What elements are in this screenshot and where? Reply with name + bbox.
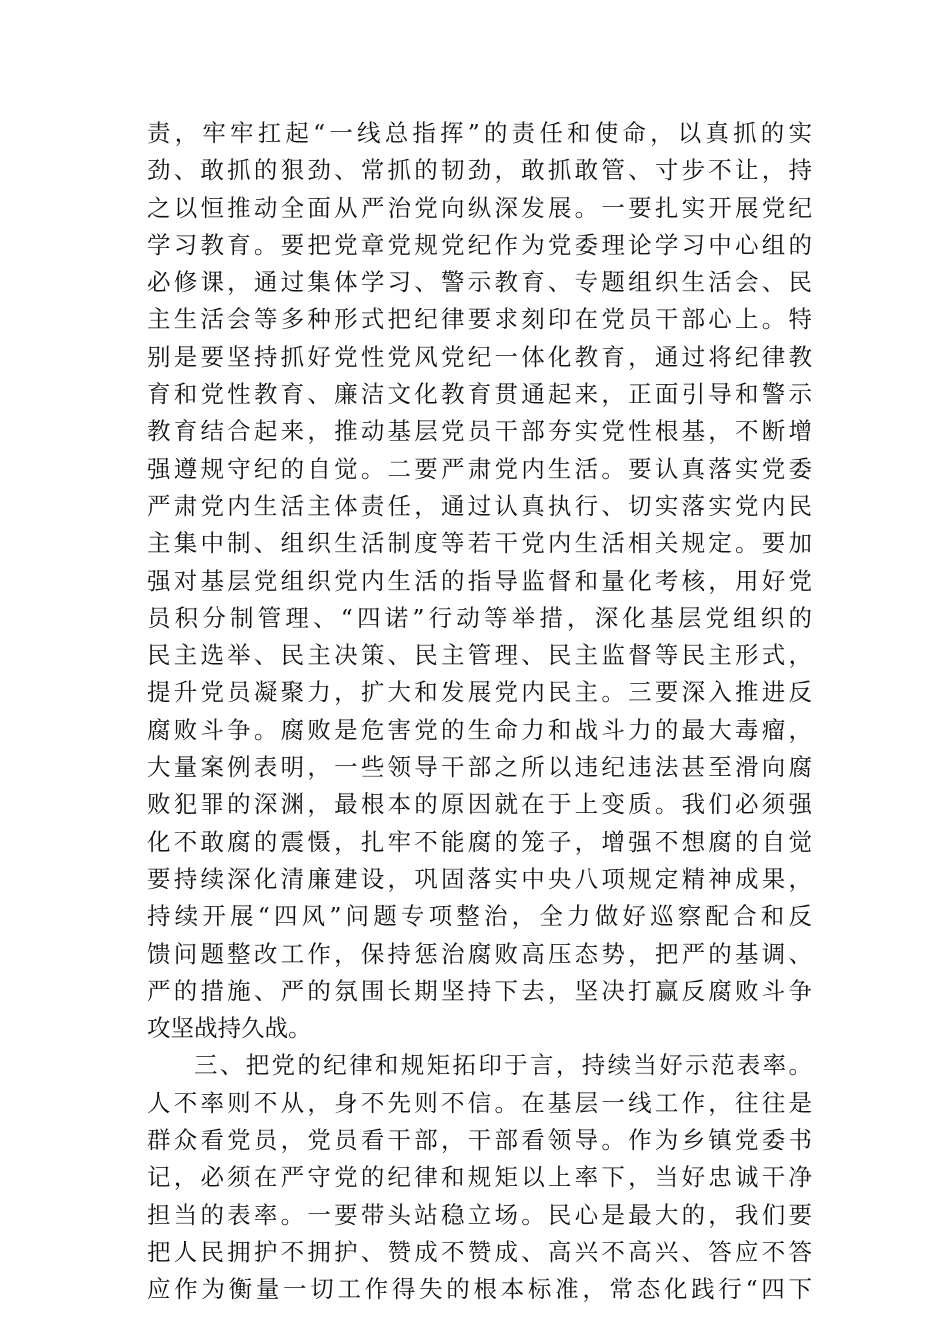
text-line: 腐败斗争。腐败是危害党的生命力和战斗力的最大毒瘤，	[147, 715, 812, 744]
text-line: 群众看党员，党员看干部，干部看领导。作为乡镇党委书	[147, 1126, 812, 1155]
text-line: 提升党员凝聚力，扩大和发展党内民主。三要深入推进反	[147, 678, 812, 707]
text-line: 强遵规守纪的自觉。二要严肃党内生活。要认真落实党委	[147, 454, 812, 483]
text-line: 化不敢腐的震慑，扎牢不能腐的笼子，增强不想腐的自觉	[147, 827, 812, 856]
text-line: 必修课，通过集体学习、警示教育、专题组织生活会、民	[147, 268, 812, 297]
text-line: 学习教育。要把党章党规党纪作为党委理论学习中心组的	[147, 230, 812, 259]
text-line: 劲、敢抓的狠劲、常抓的韧劲，敢抓敢管、寸步不让，持	[147, 156, 812, 185]
text-line: 记，必须在严守党的纪律和规矩以上率下，当好忠诚干净	[147, 1163, 812, 1192]
text-line: 育和党性教育、廉洁文化教育贯通起来，正面引导和警示	[147, 380, 812, 409]
text-line: 馈问题整改工作，保持惩治腐败高压态势，把严的基调、	[147, 939, 812, 968]
text-line: 败犯罪的深渊，最根本的原因就在于上变质。我们必须强	[147, 790, 812, 819]
paragraph-end-line: 攻坚战持久战。	[147, 1014, 312, 1043]
text-line: 责，牢牢扛起“一线总指挥”的责任和使命，以真抓的实	[147, 119, 812, 147]
text-line: 人不率则不从，身不先则不信。在基层一线工作，往往是	[147, 1088, 812, 1117]
text-line: 要持续深化清廉建设，巩固落实中央八项规定精神成果，	[147, 864, 812, 893]
text-line: 应作为衡量一切工作得失的根本标准，常态化践行“四下	[147, 1275, 812, 1304]
text-line: 持续开展“四风”问题专项整治，全力做好巡察配合和反	[147, 902, 812, 931]
text-line: 大量案例表明，一些领导干部之所以违纪违法甚至滑向腐	[147, 753, 812, 782]
section-heading-line: 三、把党的纪律和规矩拓印于言，持续当好示范表率。	[194, 1051, 812, 1080]
text-line: 之以恒推动全面从严治党向纵深发展。一要扎实开展党纪	[147, 193, 812, 222]
text-line: 员积分制管理、“四诺”行动等举措，深化基层党组织的	[147, 603, 812, 632]
text-line: 教育结合起来，推动基层党员干部夯实党性根基，不断增	[147, 417, 812, 446]
text-line: 强对基层党组织党内生活的指导监督和量化考核，用好党	[147, 566, 812, 595]
text-line: 主集中制、组织生活制度等若干党内生活相关规定。要加	[147, 529, 812, 558]
text-line: 严肃党内生活主体责任，通过认真执行、切实落实党内民	[147, 491, 812, 520]
text-line: 主生活会等多种形式把纪律要求刻印在党员干部心上。特	[147, 305, 812, 334]
text-line: 把人民拥护不拥护、赞成不赞成、高兴不高兴、答应不答	[147, 1237, 812, 1266]
text-line: 担当的表率。一要带头站稳立场。民心是最大的，我们要	[147, 1200, 812, 1229]
body-text	[147, 115, 812, 1309]
text-line: 别是要坚持抓好党性党风党纪一体化教育，通过将纪律教	[147, 342, 812, 371]
text-line: 民主选举、民主决策、民主管理、民主监督等民主形式，	[147, 641, 812, 670]
text-line: 严的措施、严的氛围长期坚持下去，坚决打赢反腐败斗争	[147, 976, 812, 1005]
